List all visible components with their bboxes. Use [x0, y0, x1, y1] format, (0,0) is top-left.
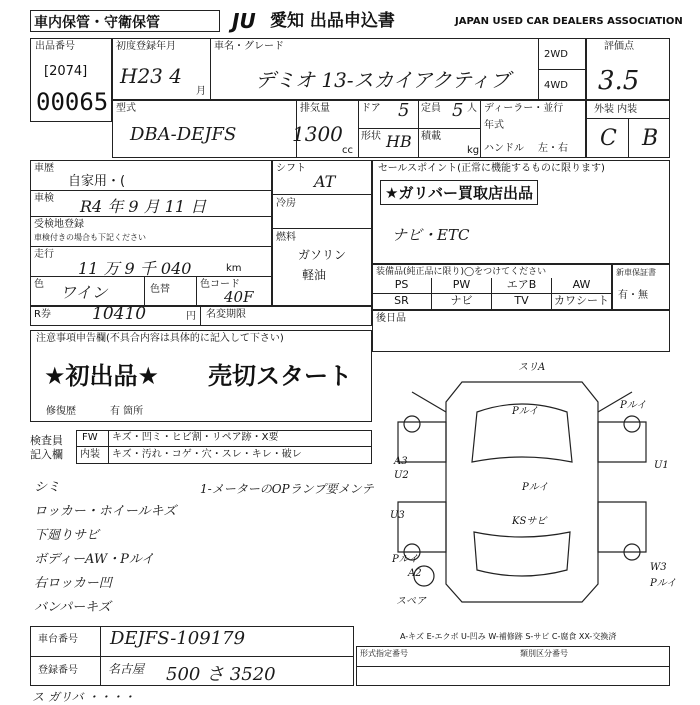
- sales-point-label: セールスポイント(正常に機能するものに限ります): [378, 163, 605, 174]
- shift-value: AT: [314, 172, 336, 191]
- shape-label: 形状: [361, 131, 381, 142]
- car-name-label: 車名・グレード: [214, 41, 284, 52]
- diagram-label-13: スペア: [396, 596, 426, 607]
- equipment-item: PS: [372, 278, 432, 294]
- diagram-label-5: Pルイ: [650, 578, 677, 589]
- displacement-value: 1300: [292, 122, 343, 146]
- load-label: 積載: [421, 131, 441, 142]
- yen-unit: 円: [186, 311, 196, 322]
- equipment-label: 装備品(純正品に限り)◯をつけてください: [376, 267, 547, 277]
- inspector-label: 検査員記入欄: [30, 434, 63, 461]
- capacity-unit: 人: [467, 103, 477, 114]
- history-value: 自家用・(: [68, 174, 126, 189]
- color-code-label: 色コード: [200, 279, 240, 290]
- equipment-item: SR: [372, 294, 432, 310]
- association-name: JAPAN USED CAR DEALERS ASSOCIATION: [455, 16, 683, 27]
- owner-history-block: [372, 310, 670, 352]
- warranty-options: 有・無: [618, 290, 648, 301]
- first-listing-stamp: ★初出品★: [44, 362, 160, 390]
- handle-options: 左・右: [538, 143, 568, 154]
- inspector-note-line: バンパーキズ: [34, 600, 111, 615]
- history-label: 車歴: [34, 163, 54, 174]
- fw-label: FW: [82, 432, 98, 443]
- diagram-label-3: Pルイ: [522, 482, 549, 493]
- diagram-label-4: Pルイ: [392, 554, 419, 565]
- aircon-label: 冷房: [276, 198, 296, 209]
- diagram-label-12: W3: [650, 562, 667, 573]
- shift-label: シフト: [276, 163, 306, 174]
- diagram-label-8: U2: [394, 470, 409, 481]
- first-reg-label: 初度登録年月: [116, 41, 176, 52]
- footer-text: ス ガリバ ・・・・: [32, 690, 136, 704]
- inspector-notes: [30, 476, 370, 626]
- inspection-label: 車検: [34, 193, 54, 204]
- plate-value: 500 さ 3520: [166, 664, 276, 685]
- plate-label: 登録番号: [38, 665, 78, 676]
- equipment-item: TV: [492, 294, 552, 310]
- lot-number: 00065: [36, 88, 109, 116]
- storage-tag: 車内保管・守衛保管: [30, 10, 220, 32]
- equipment-grid: [372, 278, 612, 310]
- lot-label: 出品番号: [35, 41, 75, 52]
- inspector-note-line: ロッカー・ホイールキズ: [34, 504, 177, 519]
- inspector-note-line: 下廻りサビ: [34, 528, 100, 543]
- capacity-value: 5: [452, 100, 464, 121]
- new-car-warranty-label: 新車保証書: [616, 268, 656, 277]
- diagram-label-1: Pルイ: [512, 406, 539, 417]
- equipment-item: カワシート: [552, 294, 612, 310]
- mileage-value: 11 万 9 千 040: [78, 259, 192, 278]
- year-label: 年式: [484, 120, 504, 131]
- form-spec-label: 形式指定番号: [360, 649, 408, 658]
- right-rear-side: [598, 502, 646, 552]
- color-label: 色: [34, 279, 44, 290]
- plate-area: 名古屋: [108, 662, 145, 676]
- interior-inspect-label: 内装: [80, 449, 100, 460]
- inspector-note-line: シミ: [34, 480, 61, 495]
- form-title: 愛知 出品申込書: [270, 11, 395, 31]
- dealer-label: ディーラー・並行: [484, 103, 564, 114]
- interior-items: キズ・汚れ・コゲ・穴・スレ・キレ・破レ: [112, 449, 302, 460]
- equipment-item: PW: [432, 278, 492, 294]
- inspector-right-note: 1-メーターのOPランプ要メンテ: [200, 482, 374, 496]
- color-code-value: 40F: [224, 288, 254, 306]
- drive-4wd: 4WD: [544, 80, 568, 91]
- equipment-item: ナビ: [432, 294, 492, 310]
- exterior-interior-label: 外装 内装: [594, 104, 638, 115]
- fw-items: キズ・凹ミ・ヒビ割・リペア跡・X要: [112, 432, 279, 443]
- recycle-label: R券: [34, 309, 51, 320]
- wheel-front-right: [624, 416, 640, 432]
- inspector-note-line: ボディーAW・Pルイ: [34, 552, 155, 567]
- diagram-label-10: U1: [654, 460, 669, 471]
- interior-value: B: [642, 126, 659, 151]
- doors-value: 5: [398, 100, 410, 121]
- fuel-label: 燃料: [276, 232, 296, 243]
- displacement-label: 排気量: [300, 103, 330, 114]
- first-reg-value: H23 4: [120, 64, 182, 88]
- owner-history-label: 後日品: [376, 313, 406, 324]
- frame-value: DEJFS-109179: [110, 628, 246, 649]
- notice-label: 注意事項申告欄(不具合内容は具体的に記入して下さい): [36, 333, 284, 344]
- cc-unit: cc: [342, 145, 353, 156]
- recycle-row: [30, 306, 372, 326]
- logo-text: JU: [232, 9, 256, 33]
- repair-value: 有 箇所: [110, 406, 144, 417]
- score-label: 評価点: [604, 41, 634, 52]
- handle-label: ハンドル: [484, 143, 524, 154]
- car-name-value: デミオ 13-スカイアクティブ: [255, 68, 511, 92]
- model-value: DBA-DEJFS: [130, 124, 237, 145]
- capacity-label: 定員: [421, 103, 441, 114]
- recycle-value: 10410: [92, 304, 147, 324]
- diagram-label-7: A3: [394, 456, 408, 467]
- diagram-label-11: A2: [408, 568, 422, 579]
- fuel-diesel: 軽油: [302, 268, 327, 282]
- wheel-front-left: [404, 416, 420, 432]
- inspector-note-line: 右ロッカー凹: [34, 576, 112, 591]
- diagram-legend: A-キズ E-エクボ U-凹み W-補修跡 S-サビ C-腐食 XX-交換済: [400, 632, 617, 641]
- diagram-label-0: スリA: [518, 362, 546, 373]
- transfer-note: 車検付きの場合も下記ください: [34, 233, 146, 242]
- left-rear-side: [398, 502, 446, 552]
- color-change-label: 色替: [150, 284, 170, 295]
- gulliver-tag: ★ガリバー買取店出品: [380, 180, 538, 205]
- sales-point-block: [372, 160, 670, 264]
- transfer-label: 受検地登録: [34, 219, 84, 230]
- lot-sub-number: [2074]: [44, 64, 88, 79]
- mileage-label: 走行: [34, 249, 54, 260]
- diagram-label-6: KSサビ: [512, 516, 547, 527]
- exterior-value: C: [600, 126, 617, 151]
- repair-label: 修復歴: [46, 406, 76, 417]
- fuel-gasoline: ガソリン: [298, 248, 347, 262]
- model-label: 型式: [116, 103, 136, 114]
- name-change-label: 名変期限: [206, 309, 246, 320]
- equipment-item: エアB: [492, 278, 552, 294]
- equipment-item: AW: [552, 278, 612, 294]
- type-class-label: 類別区分番号: [520, 649, 568, 658]
- diagram-label-9: U3: [390, 510, 405, 521]
- start-stamp: 売切スタート: [208, 362, 352, 390]
- month-unit: 月: [196, 86, 206, 97]
- ju-logo: [232, 10, 272, 32]
- rear-window: [474, 532, 570, 576]
- diagram-label-2: Pルイ: [620, 400, 647, 411]
- kg-unit: kg: [467, 145, 480, 156]
- inspection-value: R4 年 9 月 11 日: [80, 197, 207, 216]
- sales-note: ナビ・ETC: [392, 226, 470, 244]
- shape-value: HB: [386, 132, 412, 151]
- color-value: ワイン: [60, 283, 108, 302]
- frame-label: 車台番号: [38, 634, 78, 645]
- drive-2wd: 2WD: [544, 49, 568, 60]
- score-value: 3.5: [598, 66, 640, 96]
- km-unit: km: [226, 263, 242, 274]
- doors-label: ドア: [361, 103, 381, 114]
- car-diagram: [372, 352, 677, 620]
